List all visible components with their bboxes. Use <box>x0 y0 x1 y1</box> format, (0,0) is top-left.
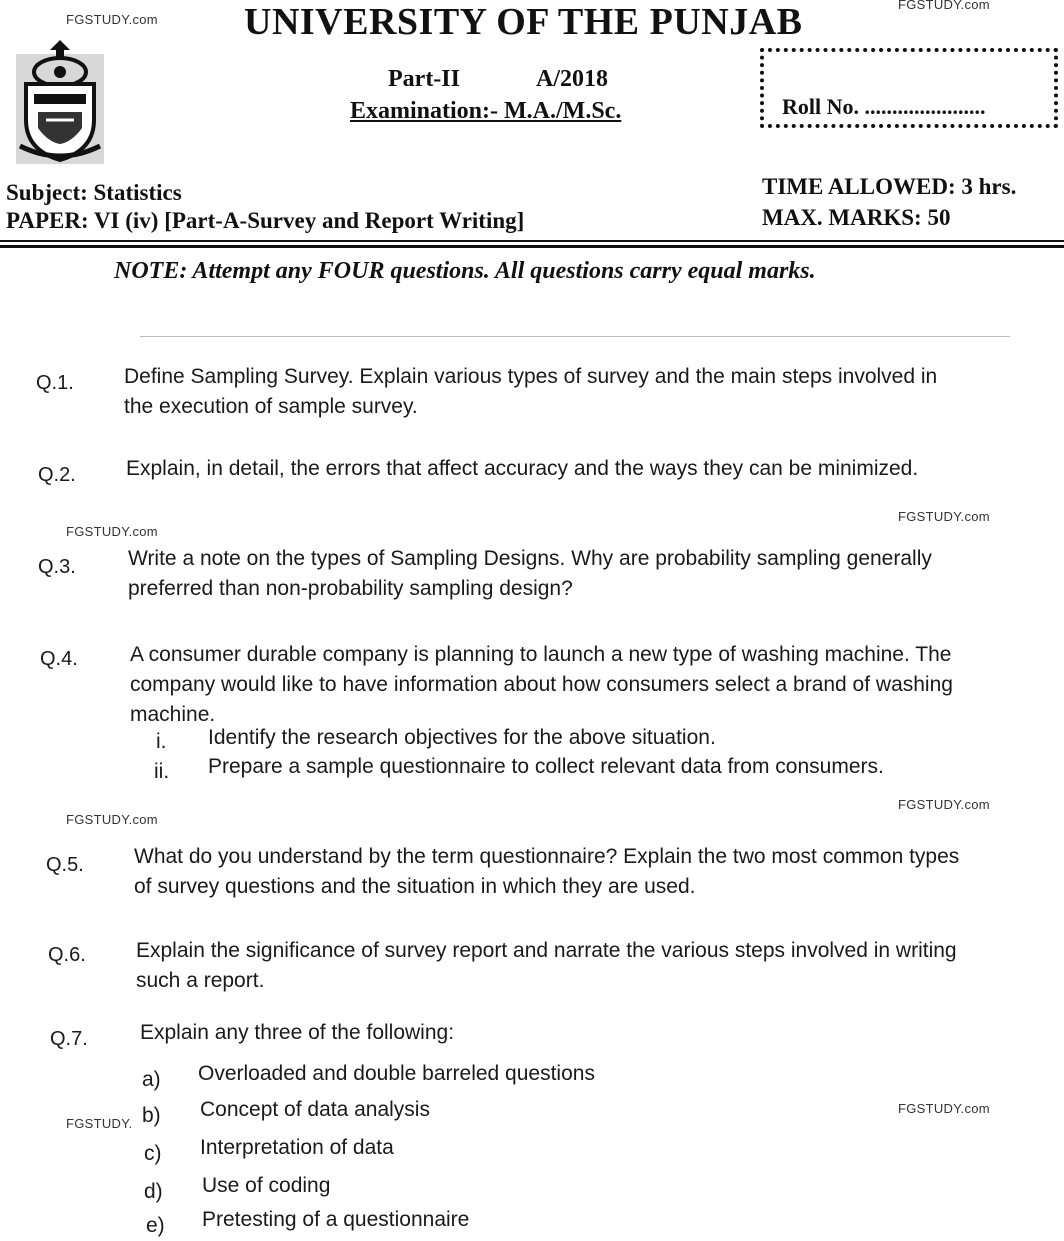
subpart-label: a) <box>142 1068 161 1091</box>
watermark: FGSTUDY.com <box>66 524 158 539</box>
divider <box>140 336 1010 337</box>
question-text: What do you understand by the term questionnaire? Explain the two most common types of survey questions and the situation in which they are used. <box>134 845 960 898</box>
subpart-text: Prepare a sample questionnaire to collect relevant data from consumers. <box>208 755 884 778</box>
watermark: FGSTUDY.com <box>898 1101 990 1116</box>
subpart-text: Identify the research objectives for the above situation. <box>208 726 716 749</box>
subpart-text: Pretesting of a questionnaire <box>202 1208 470 1231</box>
header-divider <box>0 240 1064 242</box>
question-text: Explain any three of the following: <box>140 1021 455 1044</box>
watermark: FGSTUDY. <box>66 1116 133 1131</box>
question-number: Q.2. <box>38 464 76 486</box>
question-text: A consumer durable company is planning to launch a new type of washing machine. The company would like to have information about how consumers select a brand of washing machine. <box>130 643 953 726</box>
subject-label: Subject: Statistics <box>6 180 182 205</box>
subpart-text: Use of coding <box>202 1174 331 1197</box>
question-text: Explain the significance of survey report and narrate the various steps involved in writing such a report. <box>136 939 957 992</box>
question-text: Write a note on the types of Sampling Designs. Why are probability sampling generally preferred than non-probability sampling design? <box>128 547 932 600</box>
watermark: FGSTUDY.com <box>898 0 990 12</box>
subpart-text: Overloaded and double barreled questions <box>198 1062 595 1085</box>
watermark: FGSTUDY.com <box>898 509 990 524</box>
question-number: Q.1. <box>36 372 74 394</box>
watermark: FGSTUDY.com <box>66 12 158 27</box>
question-text: Explain, in detail, the errors that affect accuracy and the ways they can be minimized. <box>126 457 919 480</box>
university-crest-icon <box>12 38 108 166</box>
question-number: Q.5. <box>46 854 84 876</box>
subpart-text: Concept of data analysis <box>200 1098 430 1121</box>
exam-note: NOTE: Attempt any FOUR questions. All questions carry equal marks. <box>114 258 816 284</box>
examination-title: Examination:- M.A./M.Sc. <box>350 98 622 124</box>
question-number: Q.7. <box>50 1028 88 1050</box>
exam-session: A/2018 <box>536 66 608 92</box>
subpart-label: ii. <box>154 760 170 783</box>
subpart-label: e) <box>146 1214 165 1237</box>
subpart-label: i. <box>156 730 167 753</box>
watermark: FGSTUDY.com <box>66 812 158 827</box>
paper-label: PAPER: VI (iv) [Part-A-Survey and Report Writing] <box>6 208 525 233</box>
question-number: Q.4. <box>40 648 78 670</box>
subpart-text: Interpretation of data <box>200 1136 394 1159</box>
time-allowed: TIME ALLOWED: 3 hrs. <box>762 174 1017 199</box>
watermark: FGSTUDY.com <box>898 797 990 812</box>
roll-number-box <box>760 48 1058 128</box>
subpart-label: d) <box>144 1180 163 1203</box>
roll-number-label: Roll No. ...................... <box>782 94 986 119</box>
question-number: Q.3. <box>38 556 76 578</box>
header-divider <box>0 245 1064 248</box>
exam-part: Part-II <box>388 66 460 92</box>
question-text: Define Sampling Survey. Explain various types of survey and the main steps involved in the execution of sample survey. <box>124 365 938 418</box>
university-title: UNIVERSITY OF THE PUNJAB <box>244 1 803 43</box>
subpart-label: c) <box>144 1142 162 1165</box>
question-number: Q.6. <box>48 944 86 966</box>
max-marks: MAX. MARKS: 50 <box>762 205 951 230</box>
subpart-label: b) <box>142 1104 161 1127</box>
